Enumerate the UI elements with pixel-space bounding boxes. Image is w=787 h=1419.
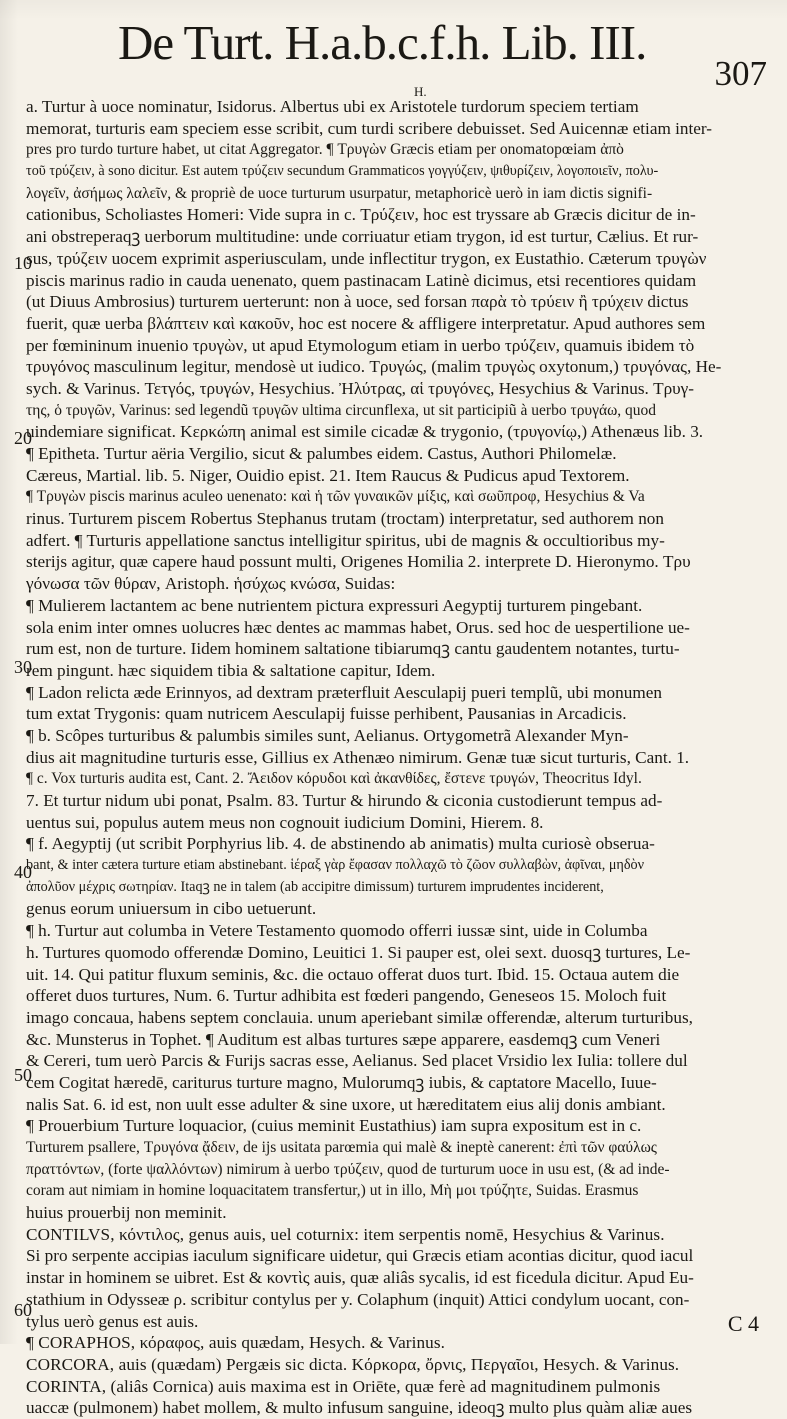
text-line: adfert. ¶ Turturis appellatione sanctus intelligitur spiritus, ubi de magnis & occultioribus my- <box>26 530 665 550</box>
text-line: uit. 14. Qui patitur fluxum seminis, &c. die octauo offerat duos turt. Ibid. 15. Octaua autem die <box>26 964 680 984</box>
text-line: τοῦ τρύζειν, à sono dicitur. Est autem τρύζειν secundum Grammaticos γογγύζειν, ψιθυρίζειν, λογοποιεῖν, πολυ- <box>26 163 659 180</box>
text-line: CORCORA, auis (quædam) Pergæis sic dicta. Κόρκορα, ὄρνις, Περγαῖοι, Hesych. & Varinus. <box>26 1354 680 1374</box>
text-line: piscis marinus radio in cauda uenenato, quem pastinacam Latinè dicimus, etsi recentiores quidam <box>26 270 697 290</box>
margin-line-number: 20 <box>14 428 32 448</box>
margin-line-number: 30 <box>14 657 32 677</box>
margin-line-number: 60 <box>14 1300 32 1320</box>
text-line: Cæreus, Martial. lib. 5. Niger, Ouidio epist. 21. Item Raucus & Pudicus apud Textorem. <box>26 465 630 485</box>
text-line: ἀπολῦον μέχρις σωτηρίαν. Itaqꝫ ne in talem (ab accipitre dimissum) turturem imprudentes inciderent, <box>26 878 604 895</box>
main-text-column <box>26 96 774 1419</box>
text-line: Si pro serpente accipias iaculum significare uidetur, qui Græcis etiam acontias dicitur, quod iacul <box>26 1246 694 1266</box>
text-line: memorat, turturis eam speciem esse scribit, cum turdi scribere debuisset. Sed Auicennæ etiam inter- <box>26 118 713 138</box>
text-line: tum extat Trygonis: quam nutricem Aesculapij fuisse perhibent, Pausanias in Arcadicis. <box>26 704 627 724</box>
text-line: cem Cogitat hæredē, cariturus turture magno, Mulorumqꝫ iubis, & captatore Macello, Iuue- <box>26 1072 657 1092</box>
text-line: λογεῖν, ἀσήμως λαλεῖν, & propriè de uoce turturum usurpatur, metaphoricè uerò in iam dictis signifi- <box>26 184 653 202</box>
running-head: De Turt. H.a.b.c.f.h. Lib. III. <box>118 15 647 70</box>
text-line: offeret duos turtures, Num. 6. Turtur adhibita est fœderi pangendo, Geneseos 15. Moloch fuit <box>26 986 667 1006</box>
margin-line-number: 50 <box>14 1065 32 1085</box>
text-line: ¶ Epitheta. Turtur aëria Vergilio, sicut & palumbes eidem. Castus, Authori Philomelæ. <box>26 444 617 463</box>
text-line: a. Turtur à uoce nominatur, Isidorus. Albertus ubi ex Aristotele turdorum speciem tertiam <box>26 97 639 116</box>
text-line: sus, τρύζειν uocem exprimit asperiusculam, unde inflectitur trygon, ex Eustathio. Cæterum τρυγὼν <box>26 248 707 268</box>
margin-line-number: 40 <box>14 862 32 882</box>
text-line: ¶ Mulierem lactantem ac bene nutrientem pictura expressuri Aegyptij turturem pingebant. <box>26 595 643 615</box>
text-line: stathium in Odysseæ ρ. scribitur contylus per y. Colaphum (inquit) Attici condylum uocant, con- <box>26 1289 690 1309</box>
text-line: ¶ b. Scôpes turturibus & palumbis similes sunt, Aelianus. Ortygometrã Alexander Myn- <box>26 725 629 745</box>
text-line: per fœmininum inuenio τρυγὼν, ut apud Etymologum etiam in uerbo τρύζειν, quamuis ibidem τὸ <box>26 335 695 355</box>
text-line: πραττόντων, (forte ψαλλόντων) nimirum à uerbo τρύζειν, quod de turturum uoce in usu est, (& ad inde- <box>26 1160 670 1178</box>
text-line: uaccæ (pulmonem) habet mollem, & multo infusum sanguine, ideoqꝫ multo plus quàm aliæ aues <box>26 1398 693 1418</box>
text-line: uentus sui, populus autem meus non cognouit iudicium Domini, Hierem. 8. <box>26 812 544 832</box>
text-line: ¶ f. Aegyptij (ut scribit Porphyrius lib. 4. de abstinendo ab animatis) multa curiosè obserua- <box>26 834 655 854</box>
text-line: bant, & inter cætera turture etiam abstinebant. ἱέραξ γὰρ ἔφασαν πολλαχῶ τὸ ζῶον συλλαβὼν, ἀφῖναι, μηδὸν <box>26 857 645 874</box>
section-letter: H. <box>414 84 427 99</box>
text-line: dius ait magnitudine turturis esse, Gillius ex Athenæo nimirum. Genæ tuæ sicut turturis, Cant. 1. <box>26 747 690 767</box>
text-line: ¶ c. Vox turturis audita est, Cant. 2. Ἄειδον κόρυδοι καὶ ἀκανθίδες, ἔστενε τρυγών, Theocritus Idyl. <box>26 770 642 788</box>
text-line: ¶ h. Turtur aut columba in Vetere Testamento quomodo offerri iussæ sint, uide in Columba <box>26 921 648 941</box>
text-line: huius prouerbij non meminit. <box>26 1203 227 1223</box>
text-line: & Cereri, tum uerò Parcis & Furijs sacras esse, Aelianus. Sed placet Vrsidio lex Iulia: tollere dul <box>26 1051 688 1071</box>
text-line: (ut Diuus Ambrosius) turturem uerterunt: non à uoce, sed forsan παρὰ τὸ τρύειν ἢ τρύχειν dictus <box>26 292 689 312</box>
text-line: sola enim inter omnes uolucres hæc dentes ac mammas habet, Orus. sed hoc de uespertilione ue- <box>26 617 690 637</box>
text-line: uindemiare significat. Κερκώπη animal est simile cicadæ & trygonio, (τρυγονίῳ,) Athenæus lib. 3. <box>26 422 704 442</box>
text-line: rem pingunt. hæc siquidem tibia & saltatione capitur, Idem. <box>26 660 436 680</box>
text-line: ¶ Prouerbium Turture loquacior, (cuius meminit Eustathius) iam supra expositum est in c. <box>26 1116 642 1136</box>
text-line: fuerit, quæ uerba βλάπτειν καὶ κακοῦν, hoc est nocere & affligere interpretatur. Apud authores sem <box>26 313 706 333</box>
text-line: Turturem psallere, Τρυγόνα ᾄδειν, de ijs usitata parœmia qui malè & ineptè canerent: ἐπὶ τῶν φαύλως <box>26 1139 657 1156</box>
text-line: instar in hominem se uibret. Est & κοντὶς auis, quæ aliâs sycalis, id est ficedula dicitur. Apud Eu- <box>26 1268 694 1288</box>
text-line: cationibus, Scholiastes Homeri: Vide supra in c. Τρύζειν, hoc est tryssare ab Græcis dicitur de in- <box>26 205 696 225</box>
margin-line-number: 10 <box>14 253 32 273</box>
text-line: genus eorum uniuersum in cibo uetuerunt. <box>26 899 317 919</box>
text-line: coram aut nimiam in homine loquacitatem transfertur,) ut in illo, Μὴ μοι τρύζητε, Suidas. Erasmus <box>26 1182 639 1200</box>
text-line: sterijs agitur, quæ capere haud possunt multi, Origenes Homilia 2. interprete D. Hieronymo. Τρυ <box>26 552 691 572</box>
text-line: 7. Et turtur nidum ubi ponat, Psalm. 83. Turtur & hirundo & ciconia custodierunt tempus ad- <box>26 791 663 810</box>
text-line: pres pro turdo turture habet, ut citat Aggregator. ¶ Τρυγὼν Græcis etiam per onomatopœiam ἀπὸ <box>26 141 624 159</box>
text-line: imago concaua, habens septem conclauia. unum aperiebant similæ offerendæ, alterum turturibus, <box>26 1007 693 1027</box>
text-line: τρυγόνος masculinum legitur, mendosè ut iudico. Τρυγώς, (malim τρυγὼς oxytonum,) τρυγόνας, He- <box>26 357 722 377</box>
text-line: rinus. Turturem piscem Robertus Stephanus trutam (troctam) interpretatur, sed authorem non <box>26 509 664 529</box>
text-line: γόνωσα τῶν θύραν, Aristoph. ἡσύχως κνώσα, Suidas: <box>26 574 396 594</box>
text-line: tylus uerò genus est auis. <box>26 1311 199 1331</box>
text-line: nalis Sat. 6. id est, non uult esse adulter & sine uxore, ut hæreditatem eius alij donis ambiant. <box>26 1094 666 1114</box>
page-number: 307 <box>714 54 767 93</box>
text-line: CORINTA, (aliâs Cornica) auis maxima est in Oriēte, quæ ferè ad magnitudinem pulmonis <box>26 1376 661 1396</box>
text-line: &c. Munsterus in Tophet. ¶ Auditum est albas turtures sæpe apparere, easdemqꝫ cum Veneri <box>26 1029 661 1049</box>
text-line: CONTILVS, κόντιλος, genus auis, uel coturnix: item serpentis nomē, Hesychius & Varinus. <box>26 1224 665 1244</box>
text-line: h. Turtures quomodo offerendæ Domino, Leuitici 1. Si pauper est, olei sext. duosqꝫ turtures, Le- <box>26 942 691 962</box>
text-line: της, ὁ τρυγῶν, Varinus: sed legendũ τρυγῶν ultima circunflexa, ut sit participiũ à uerbo τρυγάω, quod <box>26 401 657 419</box>
text-line: rum est, non de turture. Iidem hominem saltatione tibiarumqꝫ cantu gaudentem notantes, turtu- <box>26 639 680 659</box>
page-signature: C 4 <box>727 1311 759 1336</box>
text-line: sych. & Varinus. Τετγός, τρυγών, Hesychius. Ἠλύτρας, αἱ τρυγόνες, Hesychius & Varinus. Τρυγ- <box>26 378 695 398</box>
text-line: ¶ Τρυγὼν piscis marinus aculeo uenenato: καὶ ἡ τῶν γυναικῶν μίξις, καὶ σωῦπροφ, Hesychius & Va <box>26 488 645 506</box>
text-line: ani obstreperaqꝫ uerborum multitudine: unde corriuatur etiam trygon, id est turtur, Cælius. Et rur- <box>26 227 699 247</box>
text-line: ¶ CORAPHOS, κόραφος, auis quædam, Hesych. & Varinus. <box>26 1333 446 1353</box>
text-line: ¶ Ladon relicta æde Erinnyos, ad dextram præterfluit Aesculapij pueri templũ, ubi monumen <box>26 682 662 702</box>
